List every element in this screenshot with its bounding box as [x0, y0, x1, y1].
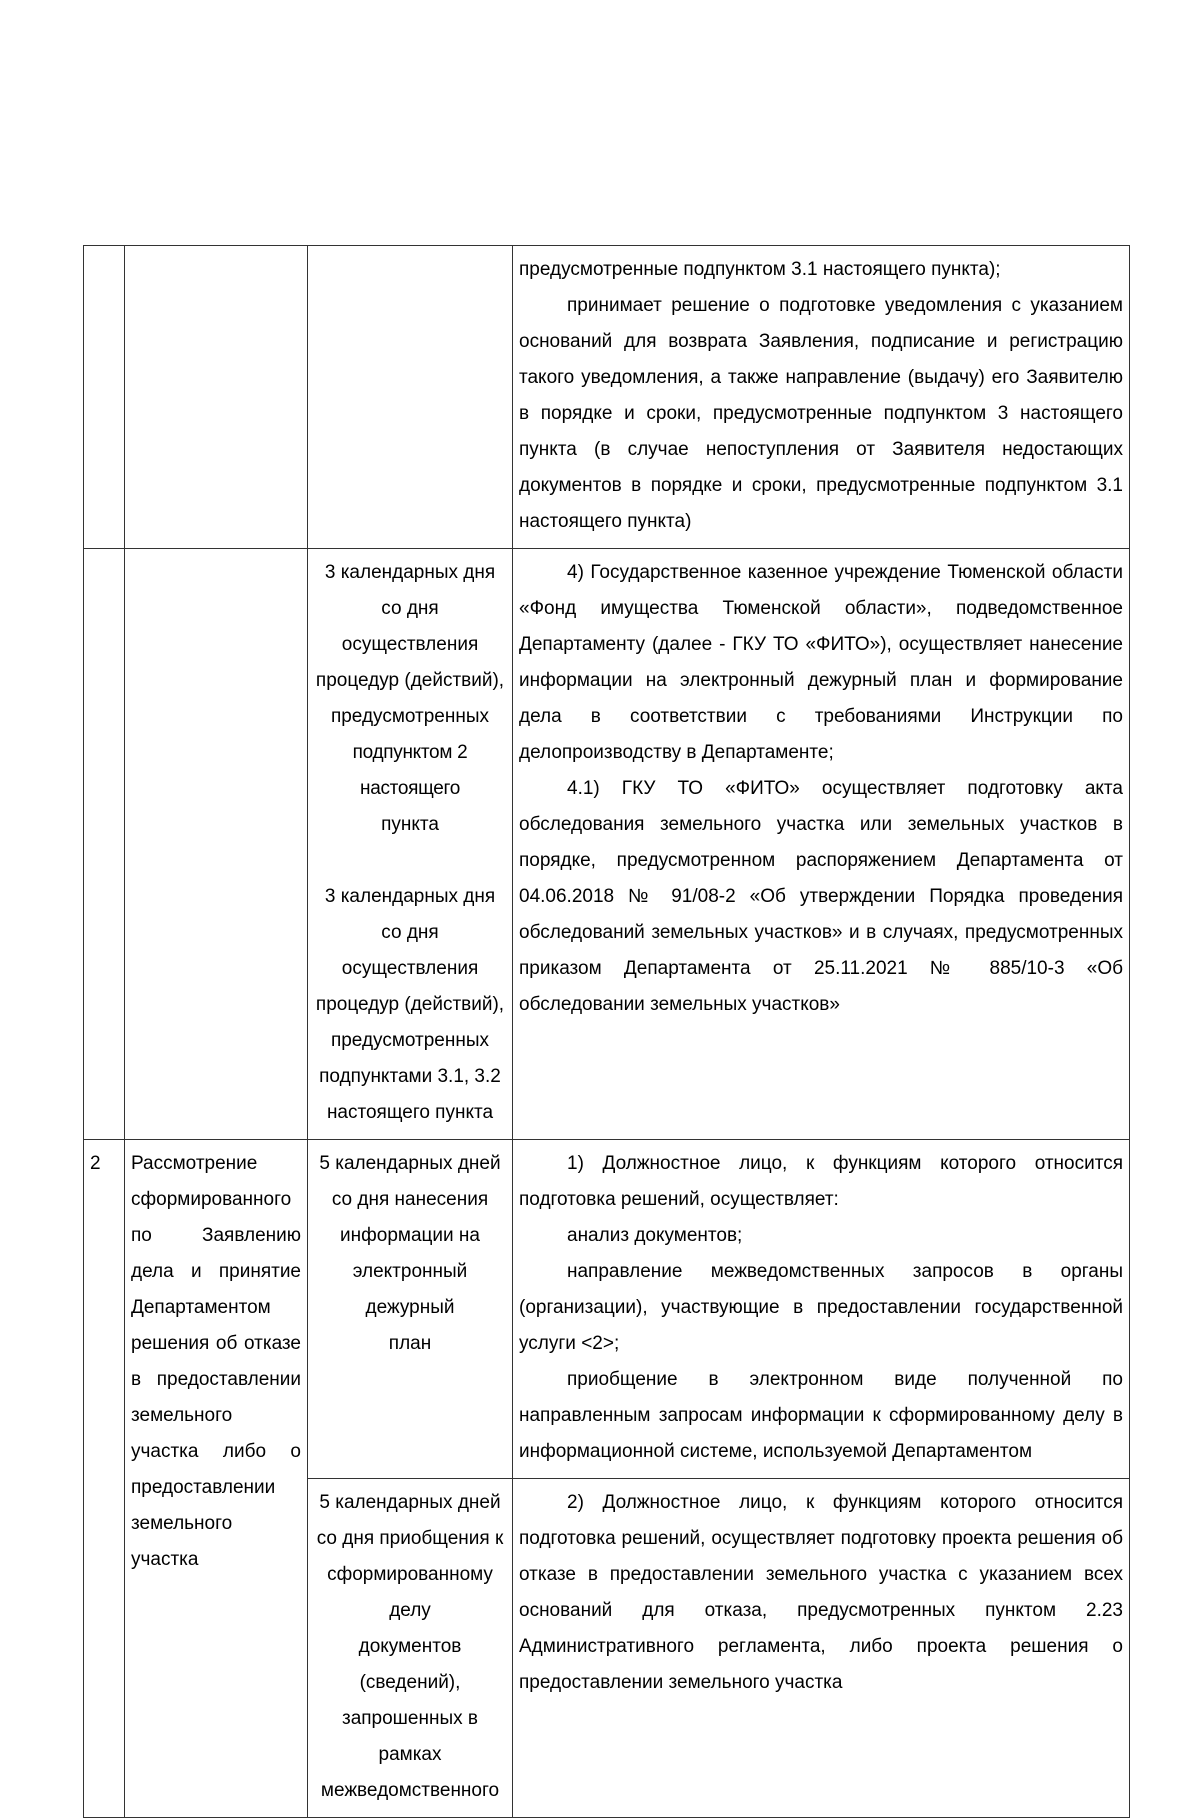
paragraph: 1) Должностное лицо, к функциям которого относится подготовка решений, осуществляет: — [519, 1153, 1123, 1210]
table-row — [84, 1140, 1130, 1479]
term-line: процедур (действий), — [315, 994, 505, 1015]
term-line: со дня осуществления — [341, 922, 479, 979]
description-cell — [513, 1479, 1130, 1818]
number-cell — [84, 246, 125, 549]
term-line: 3 календарных дня — [324, 886, 496, 907]
description-cell — [513, 246, 1130, 549]
term-line: информации на — [340, 1225, 480, 1246]
term-line: со дня приобщения к — [316, 1528, 504, 1549]
term-line: электронный дежурный — [352, 1261, 468, 1318]
term-line: предусмотренных — [330, 1030, 490, 1051]
paragraph: анализ документов; — [567, 1225, 743, 1246]
paragraph: направление межведомственных запросов в органы (организации), участвующие в предоставлении государственной услуги <2>; — [519, 1261, 1123, 1354]
term-line: запрошенных в рамках — [341, 1708, 479, 1765]
number-cell — [84, 549, 125, 1140]
stage-cell — [125, 246, 308, 549]
term-line: со дня осуществления — [341, 598, 479, 655]
spacer — [314, 843, 506, 879]
term-cell — [308, 246, 513, 549]
term-line: 5 календарных дней — [319, 1153, 501, 1174]
procedure-table — [83, 245, 1130, 1818]
number-cell: 2 — [84, 1140, 125, 1818]
paragraph: 4) Государственное казенное учреждение Тюменской области «Фонд имущества Тюменской области», подведомственное Департаменту (далее - ГКУ ТО «ФИТО»), осуществляет нанесение информации на электронный дежурный план и формирование дела в соответствии с требованиями Инструкции по делопроизводству в Департаменте; — [519, 562, 1123, 763]
term-line: документов (сведений), — [358, 1636, 462, 1693]
paragraph: принимает решение о подготовке уведомления с указанием оснований для возврата Заявления, подписание и регистрацию такого уведомления, а также направление (выдачу) его Заявителю в порядке и сроки, предусмотренные подпунктом 3 настоящего пункта (в случае непоступления от Заявителя недостающих документов в порядке и сроки, предусмотренные подпунктом 3.1 настоящего пункта) — [519, 295, 1123, 532]
term-cell — [308, 1479, 513, 1818]
table-row — [84, 549, 1130, 1140]
term-line: процедур (действий), — [315, 670, 505, 691]
term-line: межведомственного — [320, 1780, 500, 1801]
term-line: предусмотренных — [330, 706, 490, 727]
term-line: 5 календарных дней — [319, 1492, 501, 1513]
term-cell — [308, 549, 513, 1140]
paragraph: предусмотренные подпунктом 3.1 настоящего пункта); — [519, 259, 1001, 280]
term-line: сформированному делу — [327, 1564, 493, 1621]
table-row — [84, 246, 1130, 549]
paragraph: 4.1) ГКУ ТО «ФИТО» осуществляет подготовку акта обследования земельного участка или земельных участков в порядке, предусмотренном распоряжением Департамента от 04.06.2018 № 91/08-2 «Об утверждении Порядка проведения обследований земельных участков» и в случаях, предусмотренных приказом Департамента от 25.11.2021 № 885/10-3 «Об обследовании земельных участков» — [519, 778, 1123, 1015]
term-line: 3 календарных дня — [324, 562, 496, 583]
term-line: подпунктами 3.1, 3.2 — [319, 1066, 501, 1087]
paragraph: приобщение в электронном виде полученной по направленным запросам информации к сформированному делу в информационной системе, используемой Департаментом — [519, 1369, 1123, 1462]
term-line: подпунктом 2 настоящего — [352, 742, 468, 799]
paragraph: 2) Должностное лицо, к функциям которого относится подготовка решений, осуществляет подготовку проекта решения об отказе в предоставлении земельного участка с указанием всех оснований для отказа, предусмотренных пунктом 2.23 Административного регламента, либо проекта решения о предоставлении земельного участка — [519, 1492, 1123, 1693]
term-line: настоящего пункта — [326, 1102, 494, 1123]
term-cell — [308, 1140, 513, 1479]
term-line: план — [388, 1333, 432, 1354]
stage-cell — [125, 549, 308, 1140]
description-cell — [513, 549, 1130, 1140]
description-cell — [513, 1140, 1130, 1479]
term-line: со дня нанесения — [331, 1189, 489, 1210]
term-line: пункта — [381, 814, 439, 835]
stage-cell: Рассмотрение сформированного по Заявлению дела и принятие Департаментом решения об отказе в предоставлении земельного участка либо о предоставлении земельного участка — [125, 1140, 308, 1818]
